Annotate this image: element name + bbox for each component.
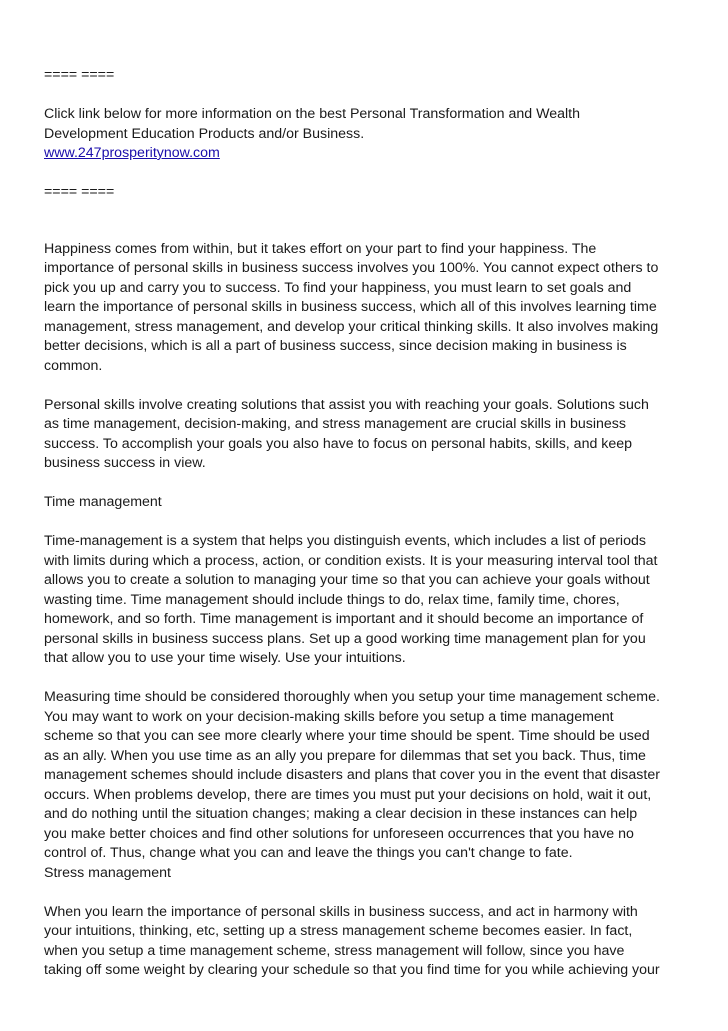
paragraph-personal-skills bbox=[44, 396, 688, 474]
intro-line: Click link below for more information on the best Personal Transformation and Wealth bbox=[44, 106, 580, 122]
text-line: common. bbox=[44, 357, 103, 374]
intro-line: Development Education Products and/or Business. bbox=[44, 125, 365, 142]
text-line: taking off some weight by clearing your schedule so that you find time for you while achieving your bbox=[44, 962, 660, 978]
text-line: management, stress management, and develop your critical thinking skills. It also involves making bbox=[44, 318, 659, 335]
text-line: that allow you to use your time wisely. Use your intuitions. bbox=[44, 650, 406, 666]
paragraph-happiness bbox=[44, 240, 688, 377]
text-line: Time-management is a system that helps you distinguish events, which includes a list of periods bbox=[44, 533, 646, 549]
text-line: your intuitions, thinking, etc, setting up a stress management scheme becomes easier. In fact, bbox=[44, 923, 633, 939]
text-line: business success in view. bbox=[44, 455, 206, 471]
text-line: scheme so that you can see more clearly where your time should be spent. Time should be used bbox=[44, 728, 650, 744]
text-line: personal skills in business success plans. Set up a good working time management plan for you bbox=[44, 630, 646, 647]
text-line: learn the importance of personal skills in business success, which all of this involves learning time bbox=[44, 299, 657, 315]
text-line: as an ally. When you use time as an ally you prepare for dilemmas that set you back. Thus, time bbox=[44, 747, 646, 764]
paragraph-measuring-time bbox=[44, 688, 688, 864]
text-line: control of. Thus, change what you can and leave the things you can't change to fate. bbox=[44, 845, 573, 861]
text-line: and do nothing until the situation changes; making a clear decision in these instances can help bbox=[44, 806, 638, 822]
paragraph-stress-management bbox=[44, 903, 688, 981]
text-line: importance of personal skills in business success involves you 100%. You cannot expect others to bbox=[44, 260, 659, 276]
paragraph-time-management bbox=[44, 532, 688, 669]
text-line: when you setup a time management scheme, stress management will follow, since you have bbox=[44, 942, 625, 959]
text-line: as time management, decision-making, and stress management are crucial skills in business bbox=[44, 416, 626, 432]
text-line: Personal skills involve creating solutions that assist you with reaching your goals. Solutions such bbox=[44, 396, 649, 413]
text-line: homework, and so forth. Time management is important and it should become an importance of bbox=[44, 611, 644, 627]
separator-top: ==== ==== bbox=[44, 67, 115, 83]
text-line: When you learn the importance of personal skills in business success, and act in harmony with bbox=[44, 903, 638, 920]
text-line: pick you up and carry you to success. To find your happiness, you must learn to set goals and bbox=[44, 279, 632, 296]
text-line: with limits during which a process, action, or condition exists. It is your measuring interval tool that bbox=[44, 552, 658, 569]
text-line: Measuring time should be considered thoroughly when you setup your time management scheme. bbox=[44, 689, 660, 705]
text-line: wasting time. Time management should include things to do, relax time, family time, chores, bbox=[44, 591, 620, 608]
heading-stress-management: Stress management bbox=[44, 864, 171, 881]
text-line: allows you to create a solution to managing your time so that you can achieve your goals without bbox=[44, 572, 650, 588]
text-line: success. To accomplish your goals you also have to focus on personal habits, skills, and keep bbox=[44, 435, 633, 452]
heading-time-management: Time management bbox=[44, 494, 162, 510]
text-line: better decisions, which is all a part of business success, since decision making in business is bbox=[44, 338, 627, 354]
text-line: Happiness comes from within, but it takes effort on your part to find your happiness. The bbox=[44, 240, 597, 257]
text-line: occurs. When problems develop, there are times you must put your decisions on hold, wait it out, bbox=[44, 786, 652, 803]
text-line: You may want to work on your decision-making skills before you setup a time management bbox=[44, 708, 614, 725]
separator-bottom: ==== ==== bbox=[44, 184, 115, 200]
page-bottom-margin bbox=[0, 1014, 728, 1031]
text-line: you make better choices and find other solutions for unforeseen occurrences that you have no bbox=[44, 825, 634, 842]
text-line: management schemes should include disasters and plans that cover you in the event that disaster bbox=[44, 767, 660, 783]
prosperity-link[interactable]: www.247prosperitynow.com bbox=[44, 145, 220, 161]
document-page bbox=[44, 66, 688, 981]
